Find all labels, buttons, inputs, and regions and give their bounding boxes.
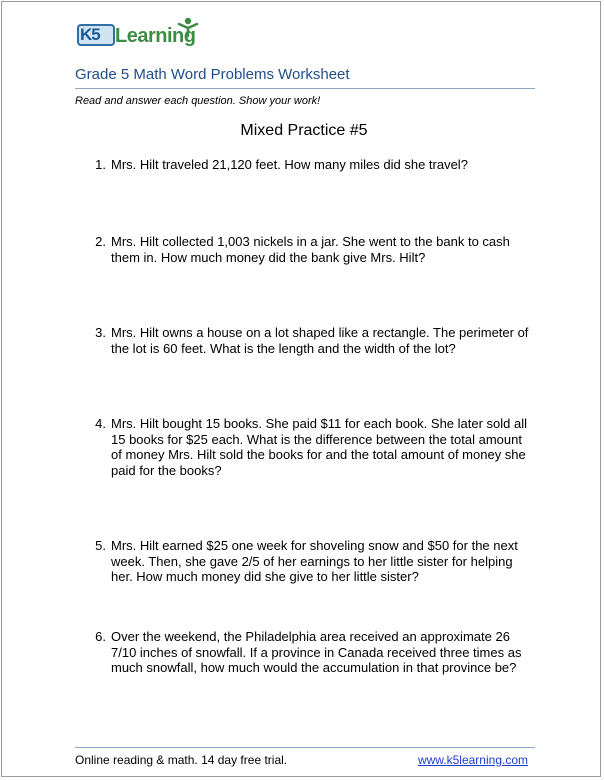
question-number: 6. xyxy=(95,629,106,644)
logo-k5-text: K5 xyxy=(80,25,100,44)
question-number: 2. xyxy=(95,234,106,249)
question-text: Mrs. Hilt traveled 21,120 feet. How many miles did she travel? xyxy=(111,157,468,172)
question-number: 3. xyxy=(95,325,106,340)
question-number: 4. xyxy=(95,416,106,431)
question-text: Over the weekend, the Philadelphia area received an approximate 26 7/10 inches of snowfall. If a province in Canada received three times as much snowfall, how much would the accumulation in that province be? xyxy=(111,629,522,675)
logo-learning-text: Learning xyxy=(115,25,196,47)
question-number: 5. xyxy=(95,538,106,553)
footer-website-link[interactable]: www.k5learning.com xyxy=(417,753,528,767)
question-text: Mrs. Hilt earned $25 one week for shoveling snow and $50 for the next week. Then, she gave 2/5 of her earnings to her little sister for helping her. How much money did she give to her little sister? xyxy=(111,538,518,584)
worksheet-page xyxy=(1,1,601,777)
footer-divider xyxy=(75,747,535,748)
worksheet-header-title: Grade 5 Math Word Problems Worksheet xyxy=(75,66,350,83)
question-number: 1. xyxy=(95,157,106,172)
footer-promo-text: Online reading & math. 14 day free trial. xyxy=(75,753,288,767)
worksheet-title: Mixed Practice #5 xyxy=(240,122,368,139)
question-text: Mrs. Hilt collected 1,003 nickels in a jar. She went to the bank to cash them in. How much money did the bank give Mrs. Hilt? xyxy=(111,234,510,265)
logo-person-icon xyxy=(177,16,199,38)
k5-learning-logo[interactable] xyxy=(77,16,217,50)
question-text: Mrs. Hilt bought 15 books. She paid $11 for each book. She later sold all 15 books for $25 each. What is the difference between the total amount of money Mrs. Hilt sold the books for and the total amount of money she paid for the books? xyxy=(111,416,528,478)
header-divider xyxy=(75,88,535,89)
question-text: Mrs. Hilt owns a house on a lot shaped like a rectangle. The perimeter of the lot is 60 feet. What is the length and the width of the lot? xyxy=(111,325,529,356)
instructions-text: Read and answer each question. Show your work! xyxy=(75,95,321,107)
